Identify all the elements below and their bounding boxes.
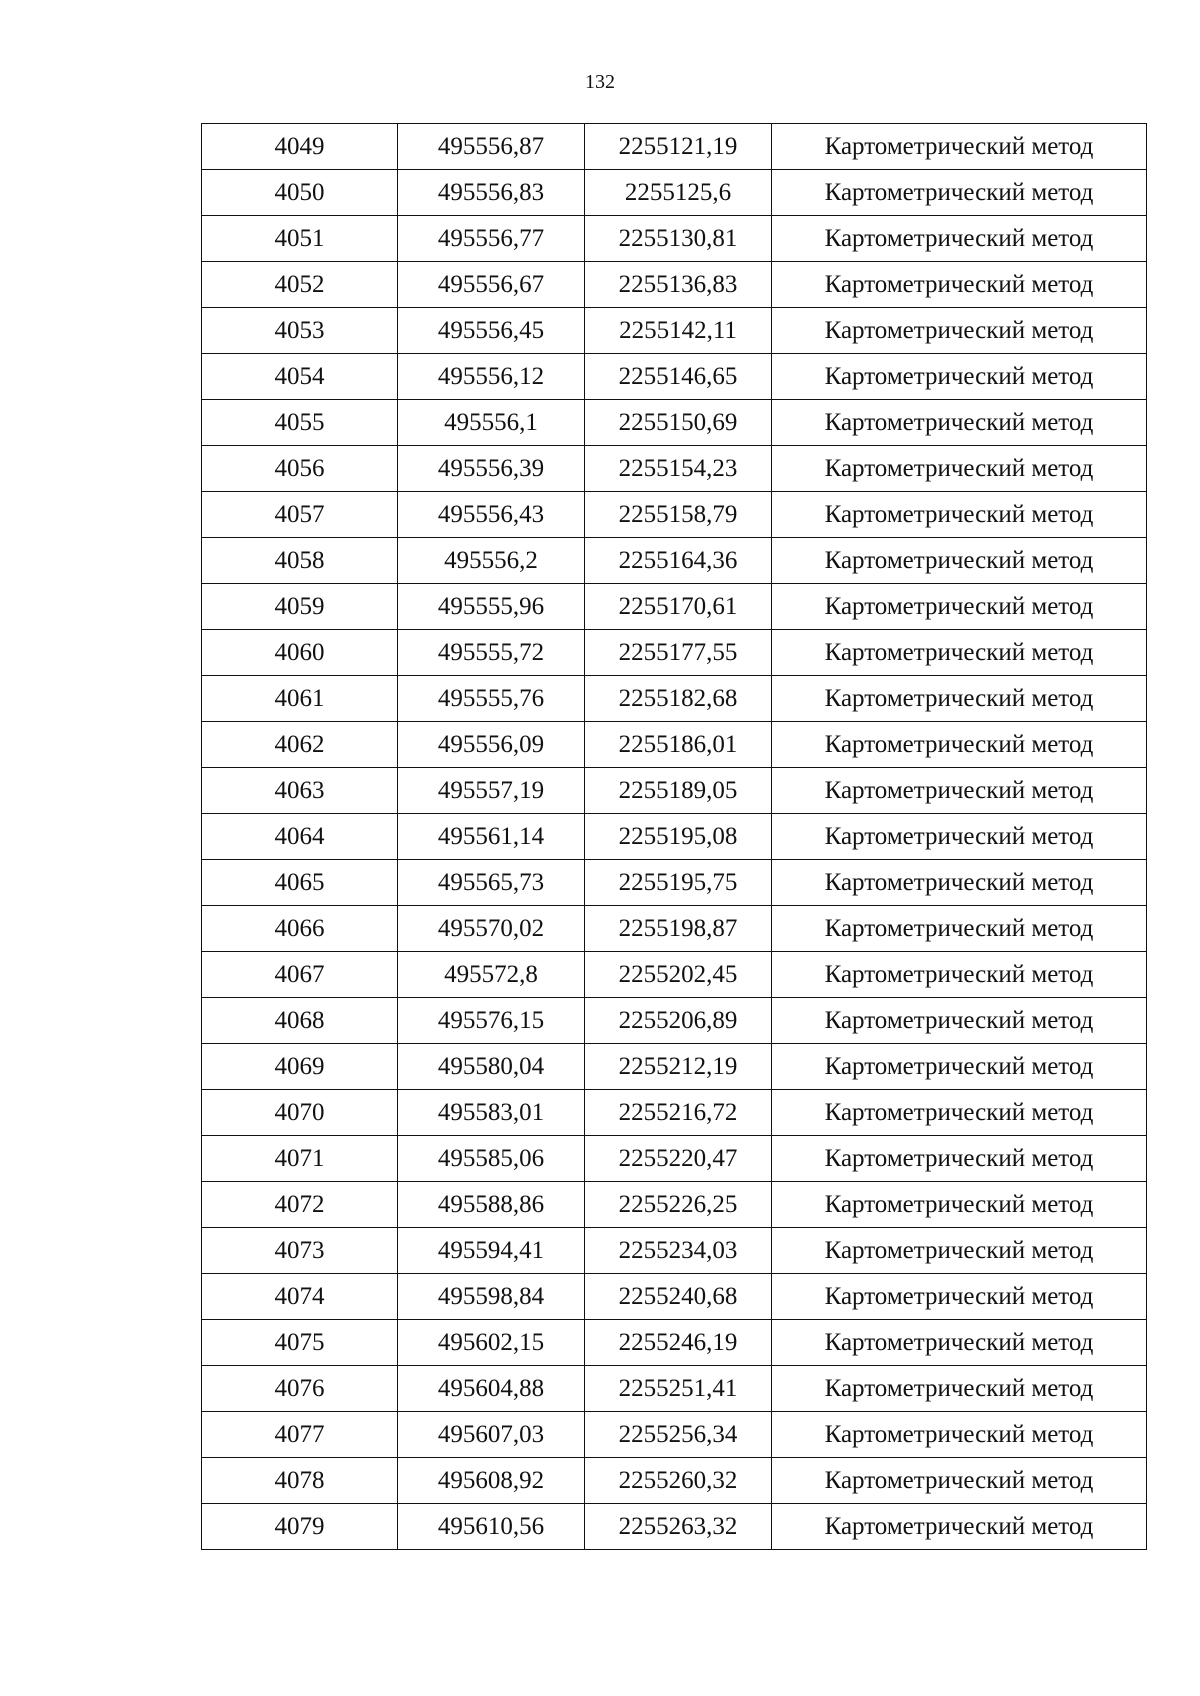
- table-row: [202, 216, 1147, 262]
- method-cell: Картометрический метод: [772, 814, 1147, 860]
- method-cell: Картометрический метод: [772, 1090, 1147, 1136]
- y-coordinate-cell: 2255130,81: [585, 216, 772, 262]
- x-coordinate-cell: 495556,12: [398, 354, 585, 400]
- method-cell: Картометрический метод: [772, 1412, 1147, 1458]
- table-row: [202, 768, 1147, 814]
- x-coordinate-cell: 495565,73: [398, 860, 585, 906]
- method-cell: Картометрический метод: [772, 170, 1147, 216]
- method-cell: Картометрический метод: [772, 998, 1147, 1044]
- x-coordinate-cell: 495583,01: [398, 1090, 585, 1136]
- table-row: [202, 1044, 1147, 1090]
- table-row: [202, 446, 1147, 492]
- x-coordinate-cell: 495555,76: [398, 676, 585, 722]
- y-coordinate-cell: 2255158,79: [585, 492, 772, 538]
- method-cell: Картометрический метод: [772, 400, 1147, 446]
- method-cell: Картометрический метод: [772, 768, 1147, 814]
- point-number-cell: 4066: [202, 906, 398, 952]
- y-coordinate-cell: 2255251,41: [585, 1366, 772, 1412]
- table-row: [202, 1274, 1147, 1320]
- point-number-cell: 4050: [202, 170, 398, 216]
- point-number-cell: 4068: [202, 998, 398, 1044]
- method-cell: Картометрический метод: [772, 308, 1147, 354]
- table-row: [202, 630, 1147, 676]
- point-number-cell: 4064: [202, 814, 398, 860]
- table-row: [202, 1412, 1147, 1458]
- method-cell: Картометрический метод: [772, 1228, 1147, 1274]
- point-number-cell: 4053: [202, 308, 398, 354]
- method-cell: Картометрический метод: [772, 1366, 1147, 1412]
- method-cell: Картометрический метод: [772, 1504, 1147, 1550]
- table-row: [202, 676, 1147, 722]
- y-coordinate-cell: 2255240,68: [585, 1274, 772, 1320]
- y-coordinate-cell: 2255206,89: [585, 998, 772, 1044]
- x-coordinate-cell: 495607,03: [398, 1412, 585, 1458]
- x-coordinate-cell: 495556,2: [398, 538, 585, 584]
- x-coordinate-cell: 495594,41: [398, 1228, 585, 1274]
- coordinates-table: [201, 123, 1147, 1550]
- method-cell: Картометрический метод: [772, 354, 1147, 400]
- x-coordinate-cell: 495610,56: [398, 1504, 585, 1550]
- y-coordinate-cell: 2255195,08: [585, 814, 772, 860]
- table-row: [202, 1136, 1147, 1182]
- method-cell: Картометрический метод: [772, 124, 1147, 170]
- method-cell: Картометрический метод: [772, 1274, 1147, 1320]
- table-row: [202, 1090, 1147, 1136]
- point-number-cell: 4076: [202, 1366, 398, 1412]
- y-coordinate-cell: 2255154,23: [585, 446, 772, 492]
- table-row: [202, 1320, 1147, 1366]
- method-cell: Картометрический метод: [772, 262, 1147, 308]
- point-number-cell: 4056: [202, 446, 398, 492]
- y-coordinate-cell: 2255121,19: [585, 124, 772, 170]
- y-coordinate-cell: 2255246,19: [585, 1320, 772, 1366]
- table-row: [202, 1366, 1147, 1412]
- point-number-cell: 4049: [202, 124, 398, 170]
- method-cell: Картометрический метод: [772, 1320, 1147, 1366]
- y-coordinate-cell: 2255263,32: [585, 1504, 772, 1550]
- point-number-cell: 4073: [202, 1228, 398, 1274]
- method-cell: Картометрический метод: [772, 906, 1147, 952]
- table-row: [202, 1458, 1147, 1504]
- x-coordinate-cell: 495557,19: [398, 768, 585, 814]
- table-row: [202, 906, 1147, 952]
- x-coordinate-cell: 495608,92: [398, 1458, 585, 1504]
- table-row: [202, 308, 1147, 354]
- table-row: [202, 998, 1147, 1044]
- x-coordinate-cell: 495604,88: [398, 1366, 585, 1412]
- x-coordinate-cell: 495598,84: [398, 1274, 585, 1320]
- table-row: [202, 722, 1147, 768]
- coordinates-table-body: [202, 124, 1147, 1550]
- table-row: [202, 814, 1147, 860]
- x-coordinate-cell: 495556,39: [398, 446, 585, 492]
- y-coordinate-cell: 2255220,47: [585, 1136, 772, 1182]
- y-coordinate-cell: 2255125,6: [585, 170, 772, 216]
- point-number-cell: 4059: [202, 584, 398, 630]
- point-number-cell: 4060: [202, 630, 398, 676]
- point-number-cell: 4054: [202, 354, 398, 400]
- method-cell: Картометрический метод: [772, 722, 1147, 768]
- point-number-cell: 4065: [202, 860, 398, 906]
- y-coordinate-cell: 2255182,68: [585, 676, 772, 722]
- y-coordinate-cell: 2255216,72: [585, 1090, 772, 1136]
- table-row: [202, 262, 1147, 308]
- table-row: [202, 170, 1147, 216]
- page-number: 132: [585, 71, 615, 93]
- y-coordinate-cell: 2255256,34: [585, 1412, 772, 1458]
- point-number-cell: 4063: [202, 768, 398, 814]
- point-number-cell: 4079: [202, 1504, 398, 1550]
- x-coordinate-cell: 495585,06: [398, 1136, 585, 1182]
- y-coordinate-cell: 2255177,55: [585, 630, 772, 676]
- table-row: [202, 1228, 1147, 1274]
- point-number-cell: 4051: [202, 216, 398, 262]
- method-cell: Картометрический метод: [772, 492, 1147, 538]
- point-number-cell: 4057: [202, 492, 398, 538]
- point-number-cell: 4074: [202, 1274, 398, 1320]
- x-coordinate-cell: 495556,09: [398, 722, 585, 768]
- point-number-cell: 4075: [202, 1320, 398, 1366]
- x-coordinate-cell: 495580,04: [398, 1044, 585, 1090]
- method-cell: Картометрический метод: [772, 1458, 1147, 1504]
- y-coordinate-cell: 2255195,75: [585, 860, 772, 906]
- method-cell: Картометрический метод: [772, 216, 1147, 262]
- method-cell: Картометрический метод: [772, 538, 1147, 584]
- method-cell: Картометрический метод: [772, 860, 1147, 906]
- x-coordinate-cell: 495572,8: [398, 952, 585, 998]
- x-coordinate-cell: 495556,45: [398, 308, 585, 354]
- point-number-cell: 4078: [202, 1458, 398, 1504]
- method-cell: Картометрический метод: [772, 446, 1147, 492]
- method-cell: Картометрический метод: [772, 584, 1147, 630]
- y-coordinate-cell: 2255212,19: [585, 1044, 772, 1090]
- y-coordinate-cell: 2255202,45: [585, 952, 772, 998]
- point-number-cell: 4055: [202, 400, 398, 446]
- method-cell: Картометрический метод: [772, 1136, 1147, 1182]
- table-row: [202, 354, 1147, 400]
- x-coordinate-cell: 495555,96: [398, 584, 585, 630]
- method-cell: Картометрический метод: [772, 1182, 1147, 1228]
- point-number-cell: 4070: [202, 1090, 398, 1136]
- x-coordinate-cell: 495556,1: [398, 400, 585, 446]
- table-row: [202, 1182, 1147, 1228]
- y-coordinate-cell: 2255234,03: [585, 1228, 772, 1274]
- table-row: [202, 1504, 1147, 1550]
- x-coordinate-cell: 495556,77: [398, 216, 585, 262]
- point-number-cell: 4067: [202, 952, 398, 998]
- point-number-cell: 4069: [202, 1044, 398, 1090]
- method-cell: Картометрический метод: [772, 630, 1147, 676]
- y-coordinate-cell: 2255170,61: [585, 584, 772, 630]
- y-coordinate-cell: 2255150,69: [585, 400, 772, 446]
- table-row: [202, 124, 1147, 170]
- table-row: [202, 538, 1147, 584]
- method-cell: Картометрический метод: [772, 1044, 1147, 1090]
- y-coordinate-cell: 2255198,87: [585, 906, 772, 952]
- x-coordinate-cell: 495556,43: [398, 492, 585, 538]
- y-coordinate-cell: 2255146,65: [585, 354, 772, 400]
- point-number-cell: 4072: [202, 1182, 398, 1228]
- x-coordinate-cell: 495602,15: [398, 1320, 585, 1366]
- x-coordinate-cell: 495570,02: [398, 906, 585, 952]
- y-coordinate-cell: 2255189,05: [585, 768, 772, 814]
- point-number-cell: 4058: [202, 538, 398, 584]
- y-coordinate-cell: 2255142,11: [585, 308, 772, 354]
- x-coordinate-cell: 495556,87: [398, 124, 585, 170]
- table-row: [202, 584, 1147, 630]
- x-coordinate-cell: 495556,83: [398, 170, 585, 216]
- x-coordinate-cell: 495576,15: [398, 998, 585, 1044]
- point-number-cell: 4071: [202, 1136, 398, 1182]
- y-coordinate-cell: 2255226,25: [585, 1182, 772, 1228]
- method-cell: Картометрический метод: [772, 952, 1147, 998]
- y-coordinate-cell: 2255260,32: [585, 1458, 772, 1504]
- method-cell: Картометрический метод: [772, 676, 1147, 722]
- x-coordinate-cell: 495555,72: [398, 630, 585, 676]
- x-coordinate-cell: 495588,86: [398, 1182, 585, 1228]
- table-row: [202, 860, 1147, 906]
- y-coordinate-cell: 2255136,83: [585, 262, 772, 308]
- point-number-cell: 4077: [202, 1412, 398, 1458]
- point-number-cell: 4052: [202, 262, 398, 308]
- table-row: [202, 952, 1147, 998]
- point-number-cell: 4062: [202, 722, 398, 768]
- table-row: [202, 400, 1147, 446]
- table-row: [202, 492, 1147, 538]
- point-number-cell: 4061: [202, 676, 398, 722]
- y-coordinate-cell: 2255164,36: [585, 538, 772, 584]
- x-coordinate-cell: 495561,14: [398, 814, 585, 860]
- y-coordinate-cell: 2255186,01: [585, 722, 772, 768]
- x-coordinate-cell: 495556,67: [398, 262, 585, 308]
